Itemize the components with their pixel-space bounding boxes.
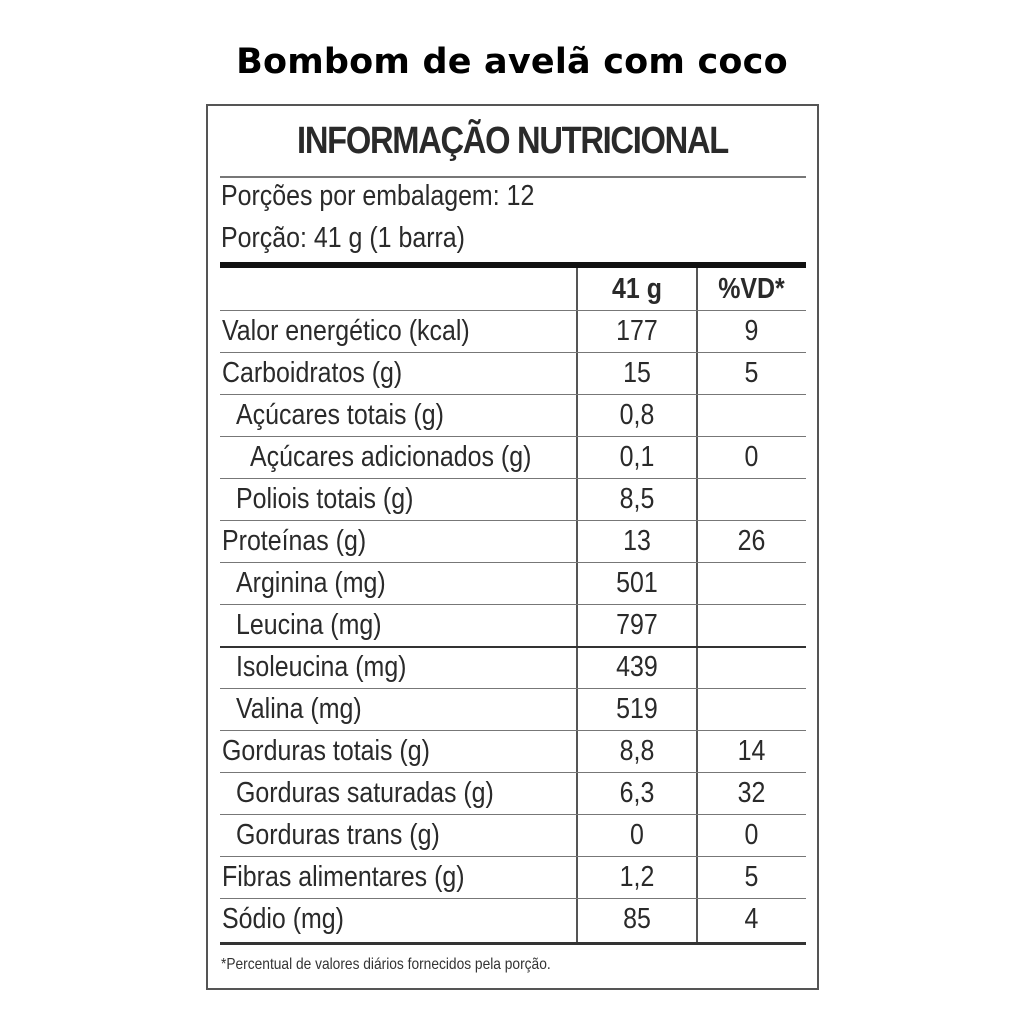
nutrient-amount: 519: [616, 693, 658, 725]
nutrient-amount: 8,5: [619, 483, 655, 515]
nutrient-name: Carboidratos (g): [222, 357, 403, 389]
nutrient-daily-value: 0: [744, 441, 759, 473]
nutrient-amount: 177: [616, 315, 658, 347]
nutrient-daily-value: [705, 646, 799, 688]
footnote: *Percentual de valores diários fornecidos pela porção.: [221, 956, 551, 973]
table-row: [220, 352, 806, 394]
nutrient-amount: 13: [623, 525, 651, 557]
table-header-row: [220, 268, 806, 310]
nutrient-daily-value: 32: [737, 777, 766, 809]
nutrient-name: Açúcares totais (g): [236, 399, 444, 431]
nutrient-daily-value: [705, 478, 799, 520]
nutrient-amount: 1,2: [619, 861, 655, 893]
nutrient-amount: 6,3: [619, 777, 655, 809]
table-row: [220, 814, 806, 856]
column-header-amount: 41 g: [612, 273, 662, 305]
table-row: [220, 478, 806, 520]
nutrient-daily-value: 5: [744, 357, 759, 389]
nutrient-amount: 85: [623, 903, 651, 935]
nutrient-name: Isoleucina (mg): [236, 651, 407, 683]
nutrient-daily-value: 26: [737, 525, 766, 557]
nutrient-amount: 0,1: [619, 441, 655, 473]
table-bottom-divider: [220, 942, 806, 945]
nutrient-name: Fibras alimentares (g): [222, 861, 465, 893]
nutrient-daily-value: 14: [737, 735, 766, 767]
nutrient-name: Gorduras saturadas (g): [236, 777, 494, 809]
nutrient-daily-value: [705, 562, 799, 604]
nutrient-daily-value: [705, 604, 799, 646]
nutrient-daily-value: [705, 688, 799, 730]
table-row: [220, 730, 806, 772]
nutrient-amount: 8,8: [619, 735, 655, 767]
table-row: [220, 604, 806, 646]
table-row: [220, 394, 806, 436]
nutrient-name: Açúcares adicionados (g): [250, 441, 532, 473]
table-row: [220, 646, 806, 688]
nutrient-amount: 0,8: [619, 399, 655, 431]
nutrient-name: Arginina (mg): [236, 567, 386, 599]
nutrient-amount: 15: [623, 357, 651, 389]
nutrition-facts-label: [206, 104, 819, 990]
label-title: INFORMAÇÃO NUTRICIONAL: [297, 120, 728, 162]
servings-per-package: Porções por embalagem: 12: [221, 180, 535, 212]
nutrient-amount: 501: [616, 567, 658, 599]
nutrient-name: Sódio (mg): [222, 903, 344, 935]
table-row: [220, 688, 806, 730]
table-row: [220, 898, 806, 940]
table-row: [220, 436, 806, 478]
nutrient-daily-value: 4: [744, 903, 759, 935]
nutrient-daily-value: 9: [744, 315, 759, 347]
nutrient-name: Valina (mg): [236, 693, 362, 725]
table-row: [220, 520, 806, 562]
table-row: [220, 562, 806, 604]
nutrient-amount: 439: [616, 651, 658, 683]
nutrient-name: Gorduras trans (g): [236, 819, 440, 851]
nutrient-name: Proteínas (g): [222, 525, 367, 557]
page-title: Bombom de avelã com coco: [236, 42, 788, 82]
nutrient-name: Valor energético (kcal): [222, 315, 470, 347]
table-row: [220, 772, 806, 814]
nutrient-daily-value: 5: [744, 861, 759, 893]
nutrient-amount: 0: [630, 819, 644, 851]
table-row: [220, 856, 806, 898]
column-header-daily-value: %VD*: [718, 273, 785, 305]
nutrient-daily-value: [705, 394, 799, 436]
nutrient-amount: 797: [616, 609, 658, 641]
serving-size: Porção: 41 g (1 barra): [221, 222, 465, 254]
table-row: [220, 310, 806, 352]
nutrient-name: Leucina (mg): [236, 609, 382, 641]
nutrient-daily-value: 0: [744, 819, 759, 851]
title-divider: [220, 176, 806, 178]
nutrient-name: Poliois totais (g): [236, 483, 414, 515]
nutrient-name: Gorduras totais (g): [222, 735, 430, 767]
